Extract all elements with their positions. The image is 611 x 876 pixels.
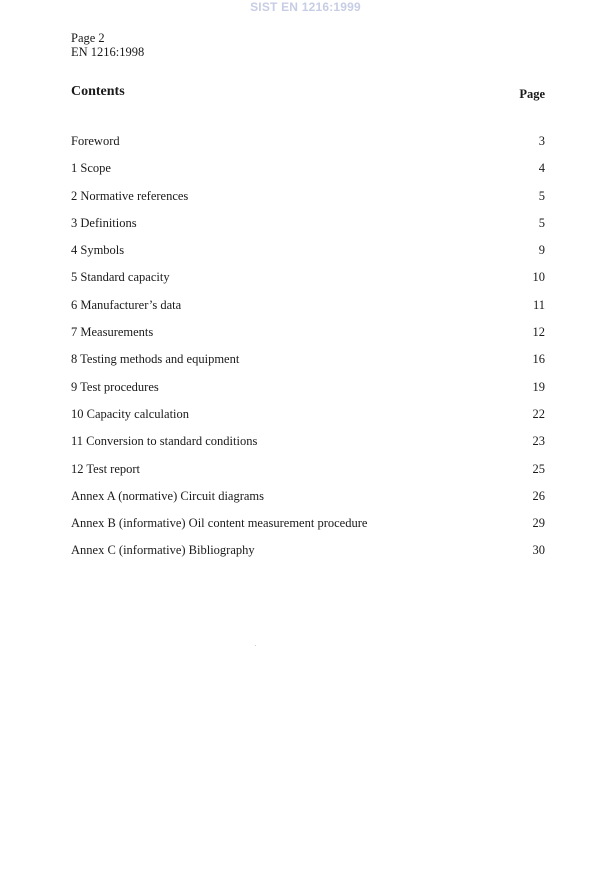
toc-entry-page: 30: [532, 543, 545, 558]
toc-entry-title: 11 Conversion to standard conditions: [71, 434, 258, 449]
toc-entry-page: 9: [538, 243, 545, 258]
toc-entry-title: 6 Manufacturer’s data: [71, 297, 182, 312]
toc-entry[interactable]: [71, 434, 545, 461]
toc-entry-page: 5: [538, 188, 545, 203]
standard-id: EN 1216:1998: [71, 45, 145, 59]
toc-entry-title: 10 Capacity calculation: [71, 406, 190, 421]
toc-entry-page: 29: [532, 516, 545, 531]
toc-entry[interactable]: [71, 462, 545, 489]
toc-entry[interactable]: [71, 216, 545, 243]
toc-entry-page: 5: [538, 215, 545, 230]
toc-entry[interactable]: [71, 325, 545, 352]
toc-entry-page: 11: [532, 297, 545, 312]
toc-entry[interactable]: [71, 298, 545, 325]
toc-entry[interactable]: [71, 516, 545, 543]
toc-entry[interactable]: [71, 407, 545, 434]
toc-entry[interactable]: [71, 380, 545, 407]
toc-entry[interactable]: [71, 489, 545, 516]
toc-entry[interactable]: [71, 352, 545, 379]
toc-entry-title: Annex C (informative) Bibliography: [71, 543, 255, 558]
toc-entry-title: Foreword: [71, 134, 120, 148]
toc-entry-page: 19: [532, 379, 545, 394]
page-column-heading: Page: [519, 87, 545, 101]
toc-entry-page: 10: [532, 270, 545, 285]
toc-entry[interactable]: [71, 243, 545, 270]
toc-entry-title: 8 Testing methods and equipment: [71, 352, 240, 367]
toc-entry-page: 16: [532, 352, 545, 367]
toc-entry-title: 9 Test procedures: [71, 379, 159, 394]
toc-entry-title: 1 Scope: [71, 161, 111, 176]
page-number-label: Page 2: [71, 31, 105, 45]
toc-entry-page: 23: [532, 434, 545, 449]
toc-entry-page: 4: [538, 161, 545, 176]
table-of-contents: [71, 134, 545, 571]
page-header: [71, 31, 144, 59]
toc-entry[interactable]: [71, 161, 545, 188]
scan-speck: [255, 645, 256, 646]
toc-entry-page: 12: [532, 325, 545, 340]
toc-entry-title: 4 Symbols: [71, 243, 125, 258]
toc-entry-title: 3 Definitions: [71, 215, 137, 230]
toc-entry-title: 5 Standard capacity: [71, 270, 170, 285]
contents-heading: Contents: [71, 84, 125, 99]
toc-entry-page: 22: [532, 406, 545, 421]
toc-entry-page: 26: [532, 488, 545, 503]
toc-entry[interactable]: [71, 270, 545, 297]
watermark: SIST EN 1216:1999: [250, 0, 361, 14]
toc-entry-title: 7 Measurements: [71, 325, 154, 340]
toc-entry-page: 3: [538, 134, 545, 148]
toc-entry[interactable]: [71, 134, 545, 161]
toc-entry-title: 12 Test report: [71, 461, 141, 476]
toc-entry-title: 2 Normative references: [71, 188, 189, 203]
toc-entry-title: Annex A (normative) Circuit diagrams: [71, 488, 265, 503]
toc-entry[interactable]: [71, 543, 545, 570]
toc-entry-title: Annex B (informative) Oil content measurement procedure: [71, 516, 368, 531]
toc-entry[interactable]: [71, 189, 545, 216]
toc-entry-page: 25: [532, 461, 545, 476]
